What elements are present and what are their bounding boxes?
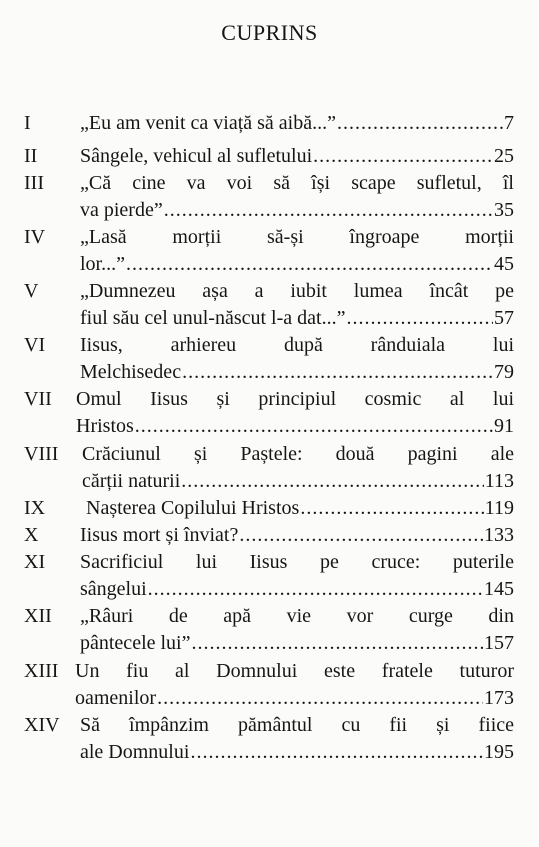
chapter-title-text: lor...” [80, 253, 125, 275]
dot-leader [313, 143, 493, 170]
dot-leader [346, 305, 493, 332]
chapter-title-text: Un fiu al Domnului este fratele tuturor [75, 660, 514, 682]
chapter-title [76, 386, 514, 440]
page-number: 25 [494, 145, 514, 167]
chapter-title-text: Hristos [76, 415, 134, 437]
chapter-title-text: Sacrificiul lui Iisus pe cruce: puterile [80, 551, 514, 573]
dot-leader [239, 522, 483, 549]
chapter-title-line [80, 305, 514, 332]
chapter-title [80, 278, 514, 332]
chapter-title-line [80, 224, 514, 251]
chapter-title-text: Sângele, vehicul al sufletului [80, 145, 313, 167]
chapter-title-line [80, 603, 514, 630]
chapter-title [80, 110, 514, 137]
chapter-title-line [76, 413, 514, 440]
dot-leader [148, 576, 483, 603]
page-number: 57 [494, 307, 514, 329]
chapter-title [80, 712, 514, 766]
chapter-title-line [82, 468, 514, 495]
chapter-title-line [80, 278, 514, 305]
chapter-title-line [80, 576, 514, 603]
chapter-title-text: cărții naturii [82, 470, 181, 492]
chapter-title-text: „Râuri de apă vie vor curge din [80, 605, 514, 627]
page-number: 119 [484, 497, 514, 519]
chapter-title-line [80, 522, 514, 549]
chapter-title [80, 332, 514, 386]
page-number: 35 [494, 199, 514, 221]
page-number: 45 [494, 253, 514, 275]
chapter-title-text: sângelui [80, 578, 147, 600]
dot-leader [190, 739, 483, 766]
dot-leader [337, 110, 503, 137]
chapter-title [75, 658, 514, 712]
chapter-title-line [80, 197, 514, 224]
chapter-title [80, 170, 514, 224]
chapter-title-line [80, 170, 514, 197]
dot-leader [135, 413, 493, 440]
chapter-title-text: oamenilor [75, 687, 157, 709]
chapter-number: XI [24, 551, 46, 573]
chapter-title-text: „Eu am venit ca viață să aibă...” [80, 112, 336, 134]
chapter-number: III [24, 172, 44, 194]
chapter-title-line [80, 712, 514, 739]
dot-leader [192, 630, 484, 657]
page-number: 91 [494, 415, 514, 437]
chapter-title-text: ale Domnului [80, 741, 190, 763]
chapter-title [80, 224, 514, 278]
chapter-title [86, 495, 514, 522]
chapter-number: I [24, 112, 31, 134]
chapter-number: VII [24, 388, 52, 410]
page-number: 7 [504, 112, 514, 134]
chapter-title-line [82, 441, 514, 468]
chapter-number: XIV [24, 714, 60, 736]
chapter-title-line [80, 143, 514, 170]
chapter-title-line [86, 495, 514, 522]
chapter-number: IX [24, 497, 46, 519]
dot-leader [126, 251, 493, 278]
chapter-number: X [24, 524, 39, 546]
chapter-title-line [80, 359, 514, 386]
chapter-title-text: pântecele lui” [80, 632, 191, 654]
dot-leader [182, 359, 493, 386]
page-title: CUPRINS [221, 20, 318, 45]
chapter-title [80, 603, 514, 657]
chapter-number: VIII [24, 443, 59, 465]
page-number: 145 [484, 578, 514, 600]
chapter-title-line [80, 251, 514, 278]
chapter-title [80, 522, 514, 549]
chapter-title-text: Iisus mort și înviat? [80, 524, 239, 546]
page-number: 113 [484, 470, 514, 492]
chapter-number: XII [24, 605, 52, 627]
chapter-title-line [80, 549, 514, 576]
chapter-title [80, 143, 514, 170]
chapter-number: V [24, 280, 39, 302]
dot-leader [164, 197, 493, 224]
chapter-title-text: va pierde” [80, 199, 163, 221]
dot-leader [181, 468, 483, 495]
page-number: 133 [484, 524, 514, 546]
chapter-title-line [80, 630, 514, 657]
chapter-title-text: fiul său cel unul-născut l-a dat...” [80, 307, 346, 329]
chapter-number: XIII [24, 660, 59, 682]
chapter-title-text: „Lasă morții să-și îngroape morții [80, 226, 514, 248]
chapter-title-text: Să împânzim pământul cu fii și fiice [80, 714, 514, 736]
page-number: 195 [484, 741, 514, 763]
chapter-title-line [80, 739, 514, 766]
chapter-number: II [24, 145, 38, 167]
chapter-number: IV [24, 226, 46, 248]
chapter-title-text: Melchisedec [80, 361, 182, 383]
page-number: 173 [484, 687, 514, 709]
dot-leader [300, 495, 483, 522]
chapter-title-text: Iisus, arhiereu după rânduiala lui [80, 334, 514, 356]
chapter-title-text: „Că cine va voi să își scape sufletul, îl [80, 172, 514, 194]
chapter-title-text: Crăciunul și Paștele: două pagini ale [82, 443, 514, 465]
chapter-title-text: Nașterea Copilului Hristos [86, 497, 300, 519]
chapter-number: VI [24, 334, 46, 356]
page-number: 79 [494, 361, 514, 383]
chapter-title-line [75, 685, 514, 712]
chapter-title [80, 549, 514, 603]
page-number: 157 [484, 632, 514, 654]
chapter-title-line [80, 332, 514, 359]
chapter-title-text: Omul Iisus și principiul cosmic al lui [76, 388, 514, 410]
chapter-title-line [76, 386, 514, 413]
chapter-title [82, 441, 514, 495]
chapter-title-text: „Dumnezeu așa a iubit lumea încât pe [80, 280, 514, 302]
chapter-title-line [80, 110, 514, 137]
chapter-title-line [75, 658, 514, 685]
dot-leader [157, 685, 483, 712]
